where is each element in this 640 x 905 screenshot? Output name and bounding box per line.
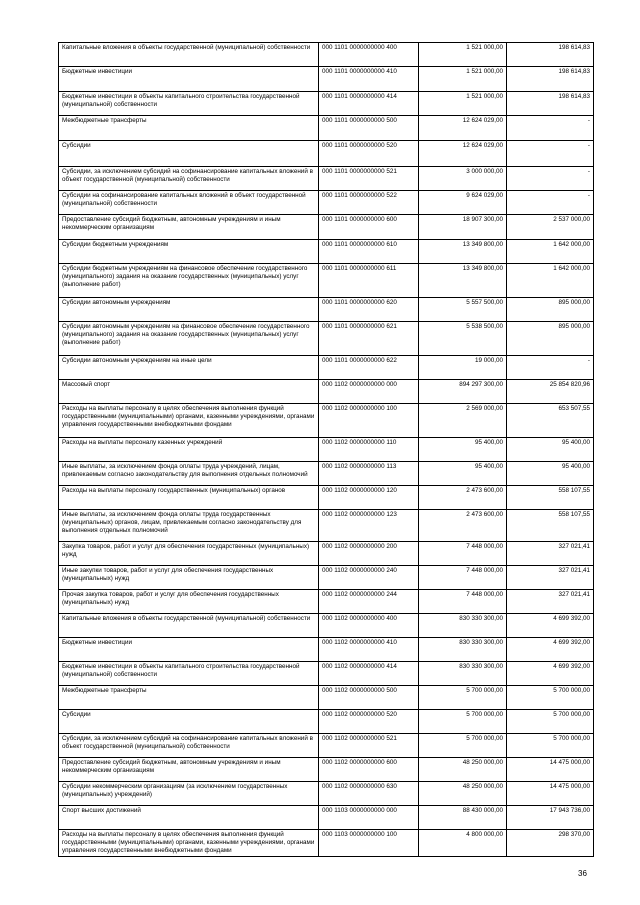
- cell-code: 000 1102 0000000000 630: [319, 782, 419, 806]
- cell-plan-amount: 95 400,00: [419, 462, 507, 486]
- cell-fact-amount: 198 614,83: [507, 67, 594, 92]
- cell-fact-amount: 895 000,00: [507, 322, 594, 356]
- cell-name: Субсидии автономным учреждениям: [59, 298, 319, 322]
- cell-code: 000 1101 0000000000 611: [319, 264, 419, 298]
- cell-fact-amount: 895 000,00: [507, 298, 594, 322]
- cell-code: 000 1102 0000000000 100: [319, 404, 419, 438]
- cell-fact-amount: -: [507, 191, 594, 215]
- cell-fact-amount: 327 021,41: [507, 590, 594, 614]
- cell-fact-amount: 4 699 392,00: [507, 662, 594, 686]
- table-row: [59, 43, 594, 67]
- cell-plan-amount: 5 700 000,00: [419, 734, 507, 758]
- cell-name: Предоставление субсидий бюджетным, автономным учреждениям и иным некоммерческим организациям: [59, 215, 319, 240]
- table-row: [59, 510, 594, 542]
- cell-fact-amount: 198 614,83: [507, 92, 594, 116]
- table-row: [59, 758, 594, 782]
- table-row: [59, 240, 594, 264]
- cell-name: Капитальные вложения в объекты государственной (муниципальной) собственности: [59, 43, 319, 67]
- cell-name: Расходы на выплаты персоналу в целях обеспечения выполнения функций государственными (муниципальными) органами, казенными учреждениями, органами управления государственными внебюджетными фондами: [59, 830, 319, 857]
- cell-name: Прочая закупка товаров, работ и услуг для обеспечения государственных (муниципальных) нужд: [59, 590, 319, 614]
- cell-name: Расходы на выплаты персоналу государственных (муниципальных) органов: [59, 486, 319, 510]
- cell-fact-amount: 95 400,00: [507, 438, 594, 462]
- cell-plan-amount: 830 330 300,00: [419, 614, 507, 638]
- cell-name: Межбюджетные трансферты: [59, 116, 319, 141]
- table-row: [59, 638, 594, 662]
- cell-name: Капитальные вложения в объекты государственной (муниципальной) собственности: [59, 614, 319, 638]
- cell-code: 000 1102 0000000000 520: [319, 710, 419, 734]
- table-row: [59, 191, 594, 215]
- cell-plan-amount: 5 557 500,00: [419, 298, 507, 322]
- table-row: [59, 215, 594, 240]
- cell-plan-amount: 894 297 300,00: [419, 380, 507, 404]
- cell-code: 000 1102 0000000000 123: [319, 510, 419, 542]
- table-row: [59, 614, 594, 638]
- cell-plan-amount: 7 448 000,00: [419, 590, 507, 614]
- cell-name: Субсидии, за исключением субсидий на софинансирование капитальных вложений в объект государственной (муниципальной) собственности: [59, 167, 319, 191]
- cell-plan-amount: 5 538 500,00: [419, 322, 507, 356]
- cell-plan-amount: 2 473 600,00: [419, 486, 507, 510]
- cell-name: Расходы на выплаты персоналу казенных учреждений: [59, 438, 319, 462]
- cell-code: 000 1101 0000000000 622: [319, 356, 419, 380]
- cell-code: 000 1102 0000000000 244: [319, 590, 419, 614]
- cell-name: Субсидии: [59, 710, 319, 734]
- cell-name: Иные выплаты, за исключением фонда оплаты труда государственных (муниципальных) органов, лицам, привлекаемым согласно законодательству для выполнения отдельных полномочий: [59, 510, 319, 542]
- table-row: [59, 734, 594, 758]
- cell-plan-amount: 7 448 000,00: [419, 566, 507, 590]
- cell-fact-amount: 198 614,83: [507, 43, 594, 67]
- table-row: [59, 438, 594, 462]
- cell-plan-amount: 7 448 000,00: [419, 542, 507, 566]
- cell-fact-amount: -: [507, 167, 594, 191]
- cell-code: 000 1101 0000000000 610: [319, 240, 419, 264]
- cell-code: 000 1102 0000000000 500: [319, 686, 419, 710]
- cell-fact-amount: 25 854 820,96: [507, 380, 594, 404]
- cell-plan-amount: 1 521 000,00: [419, 92, 507, 116]
- table-row: [59, 806, 594, 830]
- table-row: [59, 141, 594, 167]
- cell-name: Предоставление субсидий бюджетным, автономным учреждениям и иным некоммерческим организациям: [59, 758, 319, 782]
- table-row: [59, 462, 594, 486]
- cell-fact-amount: 653 507,55: [507, 404, 594, 438]
- cell-code: 000 1102 0000000000 414: [319, 662, 419, 686]
- cell-plan-amount: 1 521 000,00: [419, 67, 507, 92]
- cell-fact-amount: 4 699 392,00: [507, 614, 594, 638]
- cell-code: 000 1102 0000000000 400: [319, 614, 419, 638]
- table-row: [59, 322, 594, 356]
- cell-fact-amount: -: [507, 116, 594, 141]
- cell-fact-amount: 558 107,55: [507, 486, 594, 510]
- cell-plan-amount: 5 700 000,00: [419, 710, 507, 734]
- cell-name: Бюджетные инвестиции в объекты капитального строительства государственной (муниципальной) собственности: [59, 92, 319, 116]
- cell-fact-amount: 95 400,00: [507, 462, 594, 486]
- cell-plan-amount: 9 624 029,00: [419, 191, 507, 215]
- table-row: [59, 92, 594, 116]
- cell-fact-amount: 5 700 000,00: [507, 710, 594, 734]
- cell-name: Субсидии некоммерческим организациям (за исключением государственных (муниципальных) учреждений): [59, 782, 319, 806]
- cell-code: 000 1102 0000000000 000: [319, 380, 419, 404]
- cell-code: 000 1102 0000000000 110: [319, 438, 419, 462]
- cell-name: Спорт высших достижений: [59, 806, 319, 830]
- cell-fact-amount: 558 107,55: [507, 510, 594, 542]
- table-row: [59, 830, 594, 857]
- cell-plan-amount: 19 000,00: [419, 356, 507, 380]
- cell-plan-amount: 2 569 000,00: [419, 404, 507, 438]
- cell-plan-amount: 5 700 000,00: [419, 686, 507, 710]
- cell-fact-amount: 14 475 000,00: [507, 782, 594, 806]
- cell-name: Закупка товаров, работ и услуг для обеспечения государственных (муниципальных) нужд: [59, 542, 319, 566]
- table-row: [59, 686, 594, 710]
- table-row: [59, 590, 594, 614]
- cell-plan-amount: 13 349 800,00: [419, 240, 507, 264]
- cell-plan-amount: 48 250 000,00: [419, 782, 507, 806]
- cell-plan-amount: 2 473 600,00: [419, 510, 507, 542]
- cell-code: 000 1102 0000000000 113: [319, 462, 419, 486]
- table-row: [59, 298, 594, 322]
- cell-code: 000 1102 0000000000 521: [319, 734, 419, 758]
- cell-name: Массовый спорт: [59, 380, 319, 404]
- budget-sheet: [58, 42, 593, 857]
- cell-plan-amount: 12 624 029,00: [419, 141, 507, 167]
- table-row: [59, 380, 594, 404]
- table-row: [59, 782, 594, 806]
- table-row: [59, 167, 594, 191]
- cell-code: 000 1101 0000000000 600: [319, 215, 419, 240]
- cell-fact-amount: 1 642 000,00: [507, 240, 594, 264]
- cell-name: Субсидии на софинансирование капитальных вложений в объект государственной (муниципальной) собственности: [59, 191, 319, 215]
- page-number: 36: [578, 869, 587, 878]
- cell-fact-amount: -: [507, 356, 594, 380]
- cell-code: 000 1101 0000000000 621: [319, 322, 419, 356]
- table-row: [59, 404, 594, 438]
- cell-plan-amount: 830 330 300,00: [419, 638, 507, 662]
- cell-fact-amount: 2 537 000,00: [507, 215, 594, 240]
- cell-name: Бюджетные инвестиции: [59, 638, 319, 662]
- cell-name: Субсидии: [59, 141, 319, 167]
- cell-fact-amount: 4 699 392,00: [507, 638, 594, 662]
- cell-plan-amount: 3 000 000,00: [419, 167, 507, 191]
- cell-name: Расходы на выплаты персоналу в целях обеспечения выполнения функций государственными (муниципальными) органами, казенными учреждениями, органами управления государственными внебюджетными фондами: [59, 404, 319, 438]
- cell-code: 000 1101 0000000000 500: [319, 116, 419, 141]
- table-row: [59, 116, 594, 141]
- cell-code: 000 1101 0000000000 520: [319, 141, 419, 167]
- table-row: [59, 566, 594, 590]
- cell-name: Иные закупки товаров, работ и услуг для обеспечения государственных (муниципальных) нужд: [59, 566, 319, 590]
- cell-name: Субсидии бюджетным учреждениям: [59, 240, 319, 264]
- cell-code: 000 1103 0000000000 000: [319, 806, 419, 830]
- cell-code: 000 1102 0000000000 200: [319, 542, 419, 566]
- cell-name: Бюджетные инвестиции в объекты капитального строительства государственной (муниципальной) собственности: [59, 662, 319, 686]
- budget-table-body: [59, 43, 594, 857]
- cell-code: 000 1101 0000000000 414: [319, 92, 419, 116]
- cell-plan-amount: 4 800 000,00: [419, 830, 507, 857]
- cell-fact-amount: -: [507, 141, 594, 167]
- cell-name: Межбюджетные трансферты: [59, 686, 319, 710]
- cell-fact-amount: 17 943 736,00: [507, 806, 594, 830]
- cell-code: 000 1101 0000000000 620: [319, 298, 419, 322]
- cell-plan-amount: 13 349 800,00: [419, 264, 507, 298]
- cell-code: 000 1101 0000000000 400: [319, 43, 419, 67]
- cell-fact-amount: 327 021,41: [507, 542, 594, 566]
- cell-name: Субсидии бюджетным учреждениям на финансовое обеспечение государственного (муниципального) задания на оказание государственных (муниципальных) услуг (выполнение работ): [59, 264, 319, 298]
- cell-code: 000 1102 0000000000 120: [319, 486, 419, 510]
- cell-plan-amount: 95 400,00: [419, 438, 507, 462]
- cell-fact-amount: 14 475 000,00: [507, 758, 594, 782]
- cell-code: 000 1101 0000000000 410: [319, 67, 419, 92]
- cell-code: 000 1102 0000000000 240: [319, 566, 419, 590]
- table-row: [59, 542, 594, 566]
- cell-code: 000 1101 0000000000 522: [319, 191, 419, 215]
- cell-fact-amount: 298 370,00: [507, 830, 594, 857]
- cell-fact-amount: 5 700 000,00: [507, 686, 594, 710]
- cell-plan-amount: 18 907 300,00: [419, 215, 507, 240]
- cell-plan-amount: 830 330 300,00: [419, 662, 507, 686]
- cell-plan-amount: 48 250 000,00: [419, 758, 507, 782]
- budget-table: [58, 42, 594, 857]
- cell-name: Субсидии автономным учреждениям на иные цели: [59, 356, 319, 380]
- cell-name: Бюджетные инвестиции: [59, 67, 319, 92]
- cell-code: 000 1102 0000000000 600: [319, 758, 419, 782]
- cell-plan-amount: 12 624 029,00: [419, 116, 507, 141]
- cell-fact-amount: 5 700 000,00: [507, 734, 594, 758]
- cell-name: Субсидии, за исключением субсидий на софинансирование капитальных вложений в объект государственной (муниципальной) собственности: [59, 734, 319, 758]
- table-row: [59, 662, 594, 686]
- table-row: [59, 356, 594, 380]
- table-row: [59, 486, 594, 510]
- cell-code: 000 1102 0000000000 410: [319, 638, 419, 662]
- cell-plan-amount: 1 521 000,00: [419, 43, 507, 67]
- table-row: [59, 264, 594, 298]
- cell-plan-amount: 88 430 000,00: [419, 806, 507, 830]
- cell-name: Субсидии автономным учреждениям на финансовое обеспечение государственного (муниципального) задания на оказание государственных (муниципальных) услуг (выполнение работ): [59, 322, 319, 356]
- table-row: [59, 710, 594, 734]
- cell-fact-amount: 1 642 000,00: [507, 264, 594, 298]
- table-row: [59, 67, 594, 92]
- cell-code: 000 1103 0000000000 100: [319, 830, 419, 857]
- cell-name: Иные выплаты, за исключением фонда оплаты труда учреждений, лицам, привлекаемым согласно законодательству для выполнения отдельных полномочий: [59, 462, 319, 486]
- cell-code: 000 1101 0000000000 521: [319, 167, 419, 191]
- cell-fact-amount: 327 021,41: [507, 566, 594, 590]
